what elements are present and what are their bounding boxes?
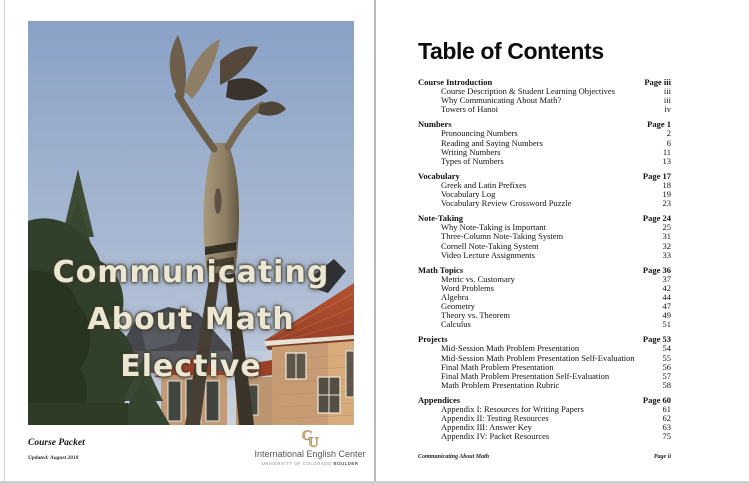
cover-title-line: Communicating <box>52 255 330 290</box>
toc-entry <box>418 432 671 441</box>
toc-entry-label: Pronouncing Numbers <box>441 128 518 139</box>
toc-section-page: Page 1 <box>647 119 671 130</box>
toc-entry-label: Video Lecture Assignments <box>441 249 535 260</box>
toc-entry-label: Writing Numbers <box>441 146 501 157</box>
toc-entry-page: 51 <box>662 319 671 330</box>
toc-section-page: Page 36 <box>642 264 671 275</box>
toc-entry-label: Final Math Problem Presentation Self-Evaluation <box>441 370 610 381</box>
toc-entry-label: Appendix I: Resources for Writing Papers <box>441 404 584 414</box>
toc-section-title: Appendices <box>418 394 461 405</box>
toc-entry-label: Appendix III: Answer Key <box>441 422 532 433</box>
toc-entry <box>418 199 671 208</box>
footer-page-number: Page ii <box>653 454 671 460</box>
course-packet-label: Course Packet <box>28 438 85 448</box>
toc-section-page: Page 60 <box>642 394 671 405</box>
toc-entry-label: Final Math Problem Presentation <box>441 361 554 372</box>
toc-entry-label: Appendix IV: Packet Resources <box>441 431 550 442</box>
toc-entry-page: iii <box>663 86 671 97</box>
toc-entry-label: Metric vs. Customary <box>441 273 515 284</box>
toc-section <box>418 120 671 165</box>
toc-entry-page: 55 <box>662 352 671 363</box>
toc-section-page: Page 24 <box>642 213 671 224</box>
toc-entry-label: Word Problems <box>441 282 494 293</box>
toc-entry <box>418 381 671 390</box>
toc-entry <box>418 157 671 166</box>
toc-entry-page: 37 <box>662 273 671 284</box>
university-prefix: UNIVERSITY OF COLORADO <box>261 460 334 466</box>
toc-entry-page: 13 <box>662 155 671 166</box>
toc-entry <box>418 105 671 114</box>
toc-section <box>418 335 671 390</box>
toc-entry-page: 62 <box>662 413 671 424</box>
toc-entry-label: Calculus <box>441 319 471 330</box>
toc-entry-label: Geometry <box>441 301 475 312</box>
toc-section <box>418 266 671 330</box>
toc-entry-page: 57 <box>662 370 671 381</box>
toc-section <box>418 214 671 259</box>
toc-entry-page: 61 <box>662 404 671 414</box>
toc-section-title: Vocabulary <box>418 170 460 181</box>
toc-page <box>376 0 749 481</box>
university-bold: BOULDER <box>333 460 359 466</box>
page-title: Table of Contents <box>418 38 604 64</box>
toc-entry-label: Math Problem Presentation Rubric <box>441 379 560 390</box>
toc-entry-page: 54 <box>662 343 671 354</box>
cu-logo-c: C <box>301 427 313 445</box>
toc-entry-page: 32 <box>662 240 671 251</box>
toc-section-page: Page 17 <box>642 170 671 181</box>
iec-university-line <box>230 461 390 466</box>
toc-section-title: Math Topics <box>418 264 464 275</box>
cover-title-line: Elective <box>120 349 262 384</box>
toc-entry-label: Towers of Hanoi <box>441 104 499 115</box>
toc-section-title: Projects <box>418 334 448 345</box>
toc-entry-label: Algebra <box>441 291 469 302</box>
toc-entry-page: 49 <box>662 310 671 321</box>
toc-section <box>418 172 671 208</box>
toc-entry-page: 11 <box>662 146 671 157</box>
toc-entry-page: 56 <box>662 361 671 372</box>
toc-entry-page: 25 <box>662 222 671 233</box>
toc-section-title: Numbers <box>418 119 452 130</box>
toc-footer <box>418 454 671 460</box>
toc-entry-page: 47 <box>662 301 671 312</box>
cu-logo-u: U <box>307 433 319 448</box>
toc-entry-label: Three-Column Note-Taking System <box>441 231 564 242</box>
toc-sections <box>418 78 671 447</box>
toc-entry-label: Reading and Saying Numbers <box>441 137 543 148</box>
toc-section <box>418 78 671 114</box>
toc-entry-page: 6 <box>666 137 671 148</box>
toc-entry-label: Types of Numbers <box>441 155 504 166</box>
footer-doc-title: Communicating About Math <box>418 454 490 460</box>
toc-entry <box>418 251 671 260</box>
toc-entry-label: Vocabulary Log <box>441 189 496 200</box>
toc-entry-label: Greek and Latin Prefixes <box>441 179 527 190</box>
toc-entry-page: 44 <box>662 291 671 302</box>
toc-entry-label: Mid-Session Math Problem Presentation Self-Evaluation <box>441 352 635 363</box>
toc-entry-label: Mid-Session Math Problem Presentation <box>441 343 580 354</box>
cover-title-line: About Math <box>87 302 295 337</box>
toc-entry-page: 31 <box>662 231 671 242</box>
cover-title <box>28 249 354 390</box>
toc-entry <box>418 320 671 329</box>
toc-entry-label: Theory vs. Theorem <box>441 310 511 321</box>
cover-photo <box>28 21 354 425</box>
toc-entry-page: 18 <box>662 179 671 190</box>
toc-entry-page: iii <box>663 95 671 106</box>
updated-date-label: Updated: August 2018 <box>28 455 79 461</box>
toc-entry-page: 33 <box>662 249 671 260</box>
cover-page <box>5 0 374 481</box>
toc-entry-page: 42 <box>662 282 671 293</box>
toc-section-page: Page iii <box>644 77 671 87</box>
toc-entry-label: Course Description & Student Learning Objectives <box>441 86 615 97</box>
toc-entry-page: 2 <box>666 128 671 139</box>
toc-section-page: Page 53 <box>642 334 671 345</box>
toc-entry-label: Why Communicating About Math? <box>441 95 562 106</box>
iec-logo-block <box>230 426 390 466</box>
toc-entry-page: iv <box>664 104 671 115</box>
iec-org-name: International English Center <box>254 449 366 459</box>
toc-entry-page: 23 <box>662 198 671 209</box>
toc-entry-page: 19 <box>662 189 671 200</box>
toc-section-title: Course Introduction <box>418 77 493 87</box>
toc-entry-page: 75 <box>662 431 671 442</box>
toc-section-title: Note-Taking <box>418 213 464 224</box>
toc-entry-page: 63 <box>662 422 671 433</box>
cu-logo-icon <box>301 426 320 448</box>
toc-entry-label: Appendix II: Testing Resources <box>441 413 549 424</box>
toc-section <box>418 396 671 441</box>
toc-entry-page: 58 <box>662 379 671 390</box>
toc-entry-label: Vocabulary Review Crossword Puzzle <box>441 198 572 209</box>
toc-entry-label: Why Note-Taking is Important <box>441 222 546 233</box>
toc-entry-label: Cornell Note-Taking System <box>441 240 539 251</box>
